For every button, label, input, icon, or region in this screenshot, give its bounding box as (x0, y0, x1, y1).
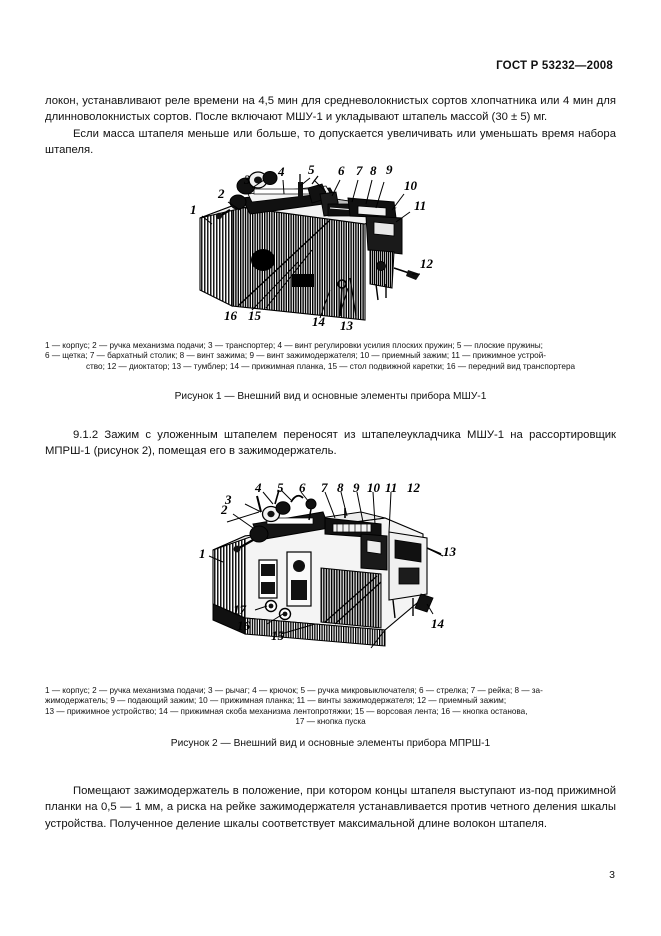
figure-1-callout-6: 6 (338, 163, 345, 178)
figure-2-callout-17: 17 (233, 602, 246, 617)
figure-2-callout-12: 12 (407, 480, 420, 495)
figure-1-callout-12: 12 (420, 256, 433, 271)
figure-1-callout-4: 4 (278, 164, 285, 179)
figure-2-callout-7: 7 (321, 480, 328, 495)
paragraph-stack-mass: Если масса штапеля меньше или больше, то допускается увеличивать или уменьшать время набора штапеля. (45, 127, 616, 156)
figure-2-callout-11: 11 (385, 480, 398, 495)
figure-1-callout-2: 2 (218, 186, 225, 201)
figure-1-legend-line-1: 1 — корпус; 2 — ручка механизма подачи; 3 — транспортер; 4 — винт регулировки усилия плоских пружин; 5 — плоские пружины; (45, 341, 543, 350)
figure-2-callout-16: 16 (237, 618, 250, 633)
figure-1-callout-7: 7 (356, 163, 363, 178)
page-header-standard-number: ГОСТ Р 53232—2008 (496, 60, 613, 72)
figure-2-legend-line-2: жимодержатель; 9 — подающий зажим; 10 — прижимная планка; 11 — винты зажимодержателя; 12 — приемный зажим; (45, 696, 507, 706)
figure-1-callout-8: 8 (370, 163, 377, 178)
figure-1-callout-15: 15 (248, 308, 261, 323)
figure-2-callout-15: 15 (271, 628, 284, 643)
figure-2-illustration (175, 478, 485, 673)
figure-2-legend (45, 686, 616, 728)
figure-1-legend-line-3: ство; 12 — диоктатор; 13 — тумблер; 14 — прижимная планка, 15 — стол подвижной каретки; 16 — передний вид транспортера (85, 361, 576, 371)
closing-paragraph-text: Помещают зажимодержатель в положение, при котором концы штапеля выступают из-под прижимной планки на 0,5 — 1 мм, а риска на рейке зажимодержателя устанавливается против четного деления шкалы устройства. Полученное деление шкалы соответствует максимальной длине волокон штапеля. (45, 785, 616, 830)
figure-2-callout-10: 10 (367, 480, 380, 495)
figure-2-callout-3: 3 (225, 492, 232, 507)
figure-1-callout-14: 14 (312, 314, 325, 329)
figure-2-legend-line-4: 17 — кнопка пуска (295, 717, 366, 727)
figure-1-callout-13: 13 (340, 318, 353, 333)
figure-2-caption: Рисунок 2 — Внешний вид и основные элементы прибора МПРШ-1 (170, 738, 491, 749)
figure-2-legend-line-1: 1 — корпус; 2 — ручка механизма подачи; 3 — рычаг; 4 — крючок; 5 — ручка микровыключателя; 6 — стрелка; 7 — рейка; 8 — за- (45, 686, 543, 695)
paragraph-continuation: локон, устанавливают реле времени на 4,5 мин для средневолокнистых сортов хлопчатника или 4 мин для длинноволокнистых сортов. После включают МШУ-1 и укладывают штапель массой (30 ± 5) мг. (45, 95, 616, 124)
figure-1-callout-9: 9 (386, 162, 393, 177)
closing-paragraph (45, 783, 616, 832)
figure-2-callout-2: 2 (221, 502, 228, 517)
figure-2-callout-1: 1 (199, 546, 206, 561)
figure-1-callout-10: 10 (404, 178, 417, 193)
clause-9-1-2-text: 9.1.2 Зажим с уложенным штапелем переносят из штапелеукладчика МШУ-1 на рассортировщик МПРШ-1 (рисунок 2), помещая его в зажимодержатель. (45, 429, 616, 458)
figure-2-callout-8: 8 (337, 480, 344, 495)
page-number: 3 (609, 869, 615, 881)
figure-1-callout-1: 1 (190, 202, 197, 217)
figure-1-illustration (180, 158, 480, 338)
figure-1-callout-5: 5 (308, 162, 315, 177)
clause-9-1-2 (45, 427, 616, 460)
figure-2-callout-4: 4 (255, 480, 262, 495)
figure-2-callout-5: 5 (277, 480, 284, 495)
figure-2-callout-6: 6 (299, 480, 306, 495)
figure-2-legend-line-3: 13 — прижимное устройство; 14 — прижимная скоба механизма лентопротяжки; 15 — ворсовая лента; 16 — кнопка останова, (45, 706, 528, 716)
figure-1-legend-line-2: 6 — щетка; 7 — бархатный столик; 8 — винт зажима; 9 — винт зажимодержателя; 10 — приемный зажим; 11 — прижимное устрой- (45, 351, 547, 361)
figure-2-callout-14: 14 (431, 616, 444, 631)
figure-1-legend (45, 341, 616, 372)
intro-paragraphs (45, 93, 616, 158)
figure-1-callout-3: 3 (244, 172, 251, 187)
figure-1-callout-16: 16 (224, 308, 237, 323)
figure-2-callout-9: 9 (353, 480, 360, 495)
figure-1-callout-11: 11 (414, 198, 427, 213)
figure-1-caption: Рисунок 1 — Внешний вид и основные элементы прибора МШУ-1 (174, 391, 487, 402)
figure-2-callout-13: 13 (443, 544, 456, 559)
